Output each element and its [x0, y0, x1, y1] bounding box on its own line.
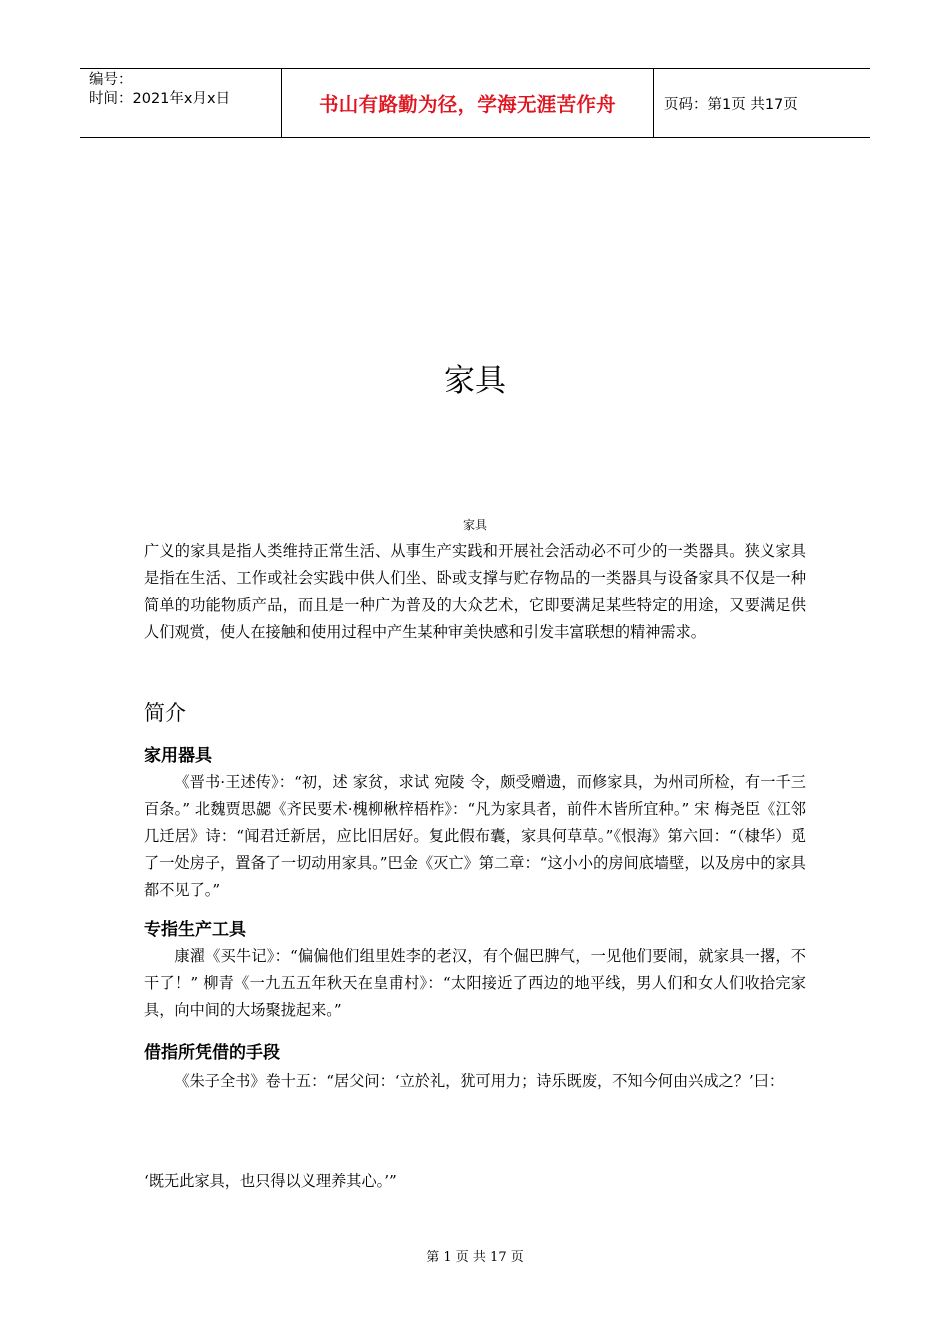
- subsection-heading-household: 家用器具: [144, 746, 212, 766]
- subsection-heading-means: 借指所凭借的手段: [144, 1043, 280, 1063]
- header-motto: 书山有路勤为径，学海无涯苦作舟: [282, 69, 654, 137]
- number-label: 编号：: [89, 72, 133, 88]
- time-label: 时间：2021年x月x日: [89, 91, 231, 107]
- subsection-paragraph-household: 《晋书·王述传》：“初，述 家贫，求试 宛陵 令，颇受赠遗，而修家具，为州司所检，有一千三百条。” 北魏贾思勰《齐民要术·槐柳楸梓梧柞》：“凡为家具者，前件木皆所宜种。” 宋 梅尧臣《江邻几迁居》诗：“闻君迁新居，应比旧居好。复此假布囊，家具何草草。”《恨海》第六回：“（棣华）觅了一处房子，置备了一切动用家具。”巴金《灭亡》第二章：“这小小的房间底墙壁，以及房中的家具都不见了。”: [144, 773, 806, 899]
- header-page-label: 页码：第1页 共17页: [664, 96, 798, 113]
- section-heading: 简介: [144, 701, 186, 725]
- document-header: [80, 68, 870, 138]
- image-caption: 家具: [462, 518, 487, 532]
- header-meta: [80, 69, 282, 137]
- page-footer: 第 1 页 共 17 页: [426, 1250, 524, 1265]
- subsection-paragraph-means-cont: ‘既无此家具，也只得以义理养其心。’”: [144, 1172, 397, 1190]
- subsection-paragraph-tools: 康濯《买牛记》：“偏偏他们组里姓李的老汉，有个倔巴脾气，一见他们要闹，就家具一撂，不干了！” 柳青《一九五五年秋天在皇甫村》：“太阳接近了西边的地平线，男人们和女人们收拾完家具，向中间的大场聚拢起来。”: [144, 947, 806, 1019]
- subsection-paragraph-means: 《朱子全书》卷十五：“居父问：‘立於礼，犹可用力；诗乐既废，不知今何由兴成之？’曰：: [174, 1072, 785, 1090]
- subsection-heading-tools: 专指生产工具: [144, 920, 246, 940]
- intro-paragraph: 广义的家具是指人类维持正常生活、从事生产实践和开展社会活动必不可少的一类器具。狭义家具是指在生活、工作或社会实践中供人们坐、卧或支撑与贮存物品的一类器具与设备家具不仅是一种简单的功能物质产品，而且是一种广为普及的大众艺术，它即要满足某些特定的用途，又要满足供人们观赏，使人在接触和使用过程中产生某种审美快感和引发丰富联想的精神需求。: [144, 542, 806, 641]
- page-title: 家具: [444, 363, 506, 399]
